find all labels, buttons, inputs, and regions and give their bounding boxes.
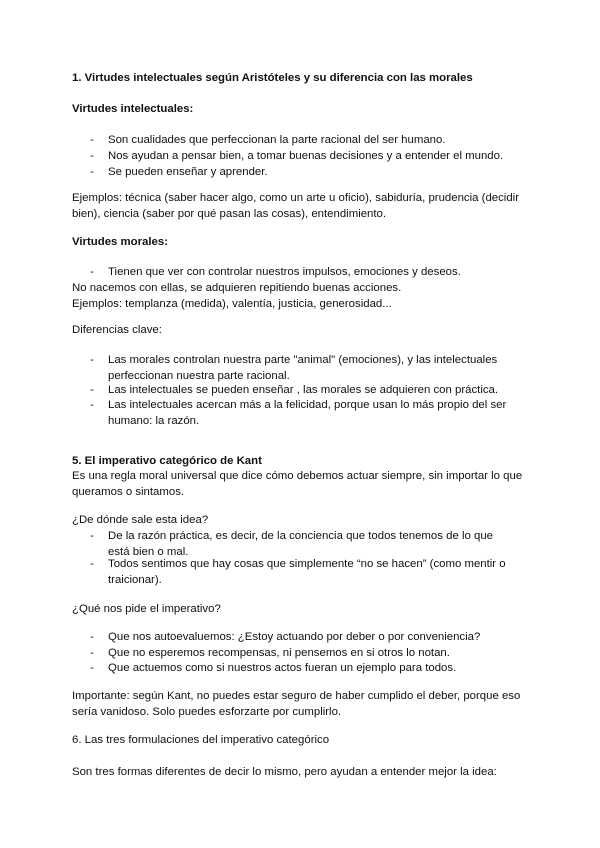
bullet-dash: - xyxy=(90,150,94,162)
kant-intro: Es una regla moral universal que dice cómo debemos actuar siempre, sin importar lo que queramos o sintamos. xyxy=(72,470,523,498)
demands-bullet-1: Que nos autoevaluemos: ¿Estoy actuando por deber o por conveniencia? xyxy=(108,631,481,643)
origin-bullet-2: Todos sentimos que hay cosas que simplemente “no se hacen” (como mentir o traicionar). xyxy=(108,558,506,586)
moral-bullet-1: Tienen que ver con controlar nuestros impulsos, emociones y deseos. xyxy=(108,266,461,278)
differences-heading: Diferencias clave: xyxy=(72,324,162,336)
bullet-dash: - xyxy=(90,354,94,366)
bullet-dash: - xyxy=(90,399,94,411)
section-1-title: 1. Virtudes intelectuales según Aristóteles y su diferencia con las morales xyxy=(72,72,473,84)
intellectual-examples: Ejemplos: técnica (saber hacer algo, como un arte u oficio), sabiduría, prudencia (decidir bien), ciencia (saber por qué pasan las cosas), entendimiento. xyxy=(72,192,519,220)
intellectual-bullet-1: Son cualidades que perfeccionan la parte racional del ser humano. xyxy=(108,134,446,146)
intellectual-bullet-2: Nos ayudan a pensar bien, a tomar buenas decisiones y a entender el mundo. xyxy=(108,150,504,162)
bullet-dash: - xyxy=(90,558,94,570)
moral-virtues-heading: Virtudes morales: xyxy=(72,236,169,248)
bullet-dash: - xyxy=(90,134,94,146)
question-demands: ¿Qué nos pide el imperativo? xyxy=(72,603,221,615)
bullet-dash: - xyxy=(90,266,94,278)
intellectual-virtues-heading: Virtudes intelectuales: xyxy=(72,103,194,115)
moral-line-1: No nacemos con ellas, se adquieren repitiendo buenas acciones. xyxy=(72,282,402,294)
demands-bullet-3: Que actuemos como si nuestros actos fueran un ejemplo para todos. xyxy=(108,662,457,674)
section-5-title: 5. El imperativo categórico de Kant xyxy=(72,455,262,467)
difference-bullet-2: Las intelectuales se pueden enseñar , las morales se adquieren con práctica. xyxy=(108,384,499,396)
origin-bullet-1: De la razón práctica, es decir, de la conciencia que todos tenemos de lo que está bien o mal. xyxy=(108,530,493,558)
question-origin: ¿De dónde sale esta idea? xyxy=(72,514,209,526)
bullet-dash: - xyxy=(90,166,94,178)
demands-bullet-2: Que no esperemos recompensas, ni pensemos en si otros lo notan. xyxy=(108,647,450,659)
difference-bullet-1: Las morales controlan nuestra parte "animal" (emociones), y las intelectuales perfeccionan nuestra parte racional. xyxy=(108,354,498,382)
important-note: Importante: según Kant, no puedes estar seguro de haber cumplido el deber, porque eso sería vanidoso. Solo puedes esforzarte por cumplirlo. xyxy=(72,690,521,718)
bullet-dash: - xyxy=(90,662,94,674)
formulations-intro: Son tres formas diferentes de decir lo mismo, pero ayudan a entender mejor la idea: xyxy=(72,766,497,778)
section-6-title: 6. Las tres formulaciones del imperativo categórico xyxy=(72,734,330,746)
bullet-dash: - xyxy=(90,530,94,542)
difference-bullet-3: Las intelectuales acercan más a la felicidad, porque usan lo más propio del ser humano: la razón. xyxy=(108,399,507,427)
bullet-dash: - xyxy=(90,384,94,396)
moral-line-2: Ejemplos: templanza (medida), valentía, justicia, generosidad... xyxy=(72,298,392,310)
bullet-dash: - xyxy=(90,647,94,659)
bullet-dash: - xyxy=(90,631,94,643)
intellectual-bullet-3: Se pueden enseñar y aprender. xyxy=(108,166,268,178)
